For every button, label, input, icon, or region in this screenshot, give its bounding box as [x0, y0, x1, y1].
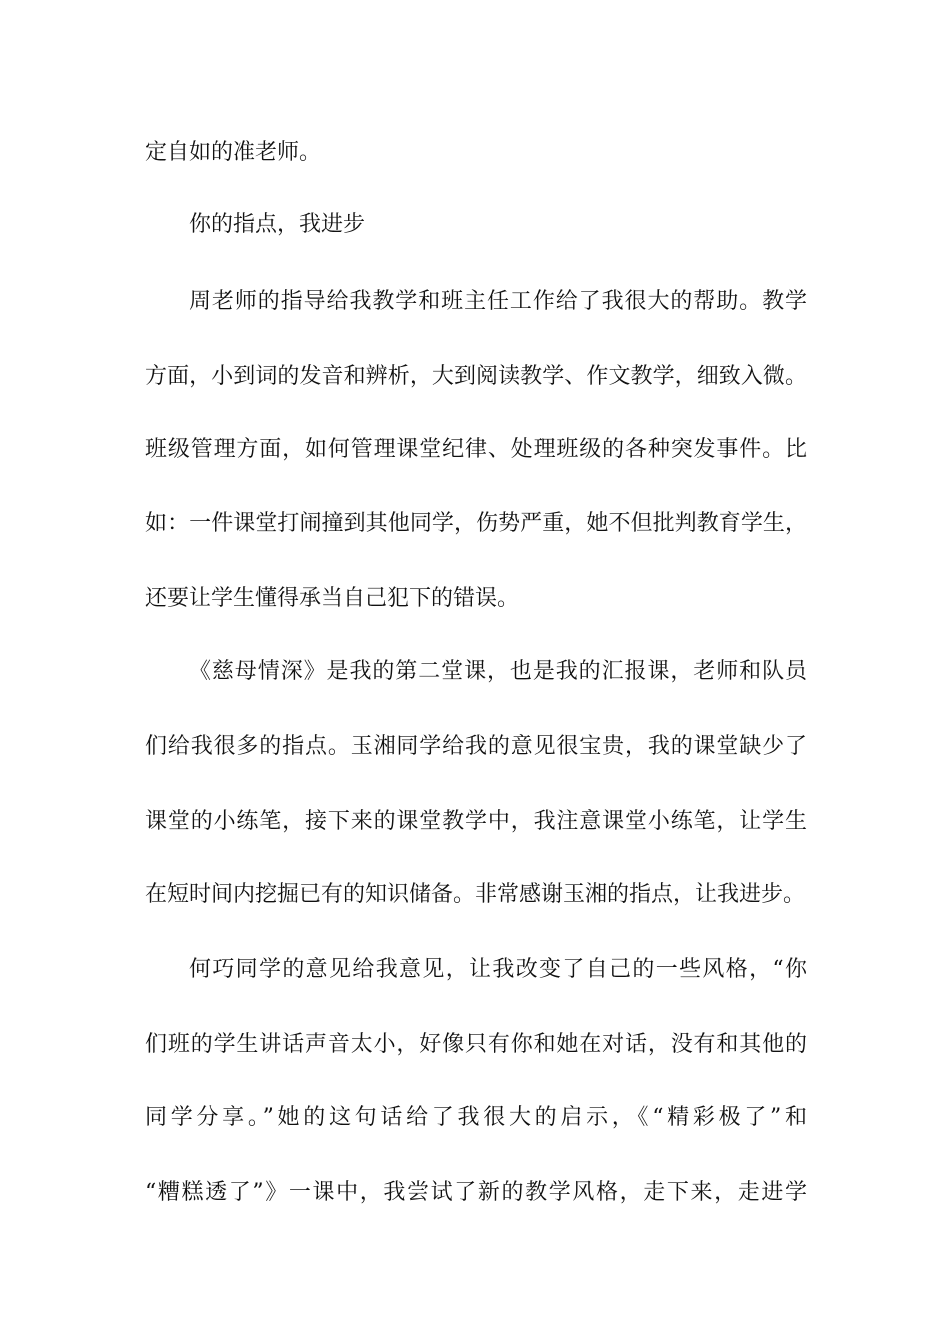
- paragraph-line: 定自如的准老师。: [145, 140, 322, 165]
- paragraph-line: “糟糕透了”》一课中，我尝试了新的教学风格，走下来，走进学: [145, 1180, 807, 1205]
- section-heading: 你的指点，我进步: [189, 212, 366, 237]
- paragraph-line: 《慈母情深》是我的第二堂课，也是我的汇报课，老师和队员: [189, 659, 807, 684]
- paragraph-line: 在短时间内挖掘已有的知识储备。非常感谢玉湘的指点，让我进步。: [145, 882, 806, 907]
- paragraph-line: 课堂的小练笔，接下来的课堂教学中，我注意课堂小练笔，让学生: [145, 809, 807, 834]
- paragraph-line: 们给我很多的指点。玉湘同学给我的意见很宝贵，我的课堂缺少了: [145, 734, 807, 759]
- paragraph-line: 班级管理方面，如何管理课堂纪律、处理班级的各种突发事件。比: [145, 437, 807, 462]
- paragraph-line: 如：一件课堂打闹撞到其他同学，伤势严重，她不但批判教育学生，: [145, 511, 807, 536]
- paragraph-line: 还要让学生懂得承当自己犯下的错误。: [145, 586, 520, 611]
- paragraph-line: 何巧同学的意见给我意见，让我改变了自己的一些风格，“你: [189, 957, 807, 982]
- paragraph-line: 们班的学生讲话声音太小，好像只有你和她在对话，没有和其他的: [145, 1032, 807, 1057]
- paragraph-line: 方面，小到词的发音和辨析，大到阅读教学、作文教学，细致入微。: [145, 364, 807, 389]
- paragraph-line: 周老师的指导给我教学和班主任工作给了我很大的帮助。教学: [189, 289, 807, 314]
- paragraph-line: 同学分享。”她的这句话给了我很大的启示，《“精彩极了”和: [145, 1105, 807, 1130]
